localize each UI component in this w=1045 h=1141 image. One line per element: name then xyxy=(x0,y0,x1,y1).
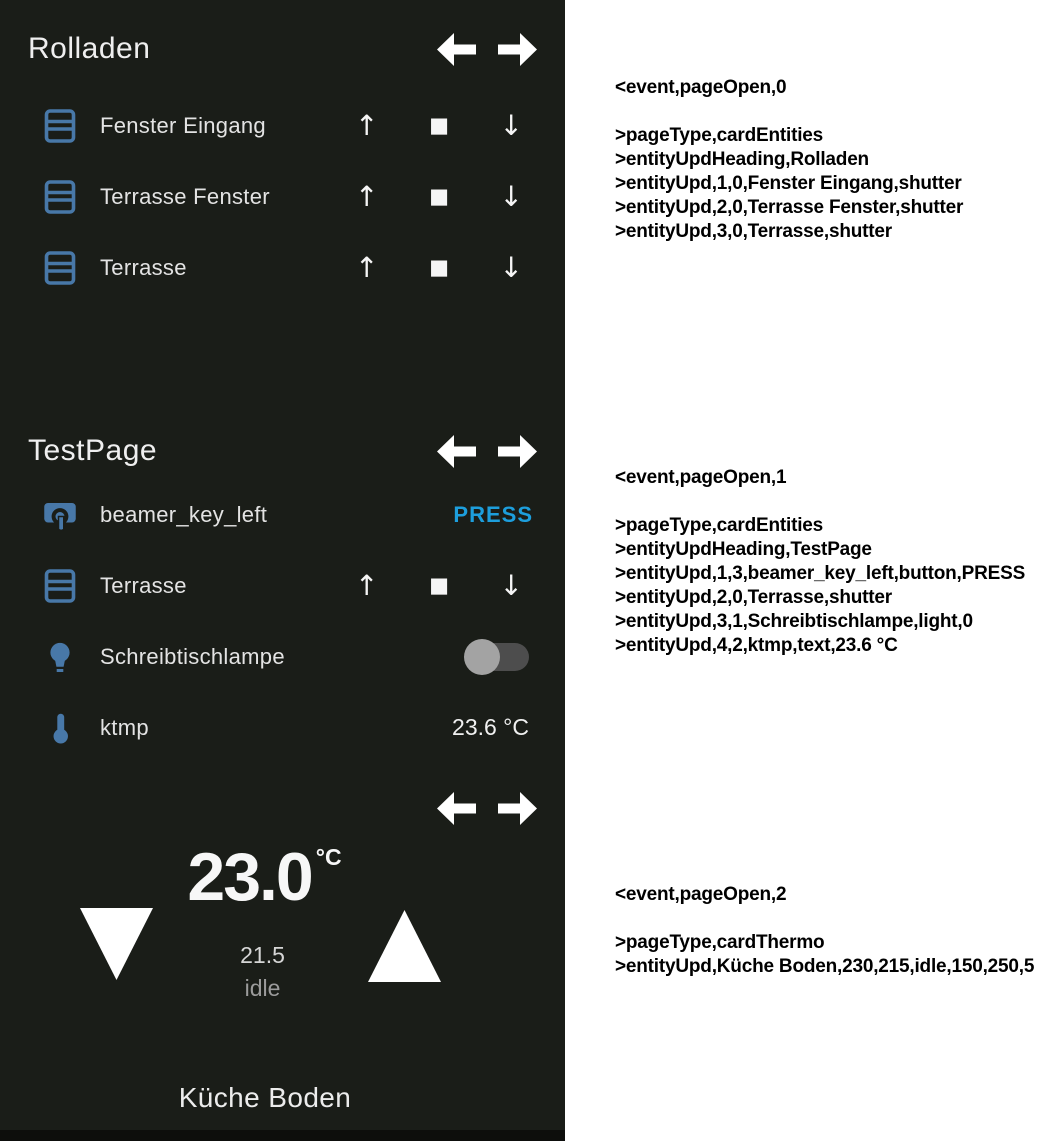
command-line: >entityUpdHeading,TestPage xyxy=(615,539,872,560)
entity-label: Schreibtischlampe xyxy=(100,643,285,669)
event-line: <event,pageOpen,2 xyxy=(615,884,787,905)
command-line: >entityUpd,2,0,Terrasse Fenster,shutter xyxy=(615,197,964,218)
shutter-down-button[interactable]: ↓ xyxy=(499,179,523,213)
shutter-down-button[interactable]: ↓ xyxy=(499,108,523,142)
entity-label: beamer_key_left xyxy=(100,501,268,527)
toggle-knob xyxy=(464,639,500,675)
command-line: >entityUpd,Küche Boden,230,215,idle,150,250,5 xyxy=(615,956,1035,977)
command-line: >entityUpd,4,2,ktmp,text,23.6 °C xyxy=(615,635,898,656)
page-nav xyxy=(437,33,537,66)
thermostat-title: Küche Boden xyxy=(178,1082,352,1113)
page-prev-arrow-icon[interactable] xyxy=(437,33,476,66)
protocol-block-page0 xyxy=(615,76,963,244)
protocol-block-page1 xyxy=(615,466,1025,658)
page-next-arrow-icon[interactable] xyxy=(498,435,537,468)
command-line: >entityUpdHeading,Rolladen xyxy=(615,149,869,170)
command-line: >entityUpd,1,3,beamer_key_left,button,PRESS xyxy=(615,563,1026,584)
lightbulb-icon xyxy=(42,639,78,675)
entity-label: Terrasse Fenster xyxy=(100,183,270,209)
card-testpage-header xyxy=(0,428,565,474)
entity-row-terrasse-fenster xyxy=(0,161,565,232)
page-next-arrow-icon[interactable] xyxy=(498,792,537,825)
temperature-unit: °C xyxy=(315,844,342,870)
shutter-stop-button[interactable]: ■ xyxy=(429,113,449,137)
entity-row-fenster-eingang xyxy=(0,90,565,161)
shutter-up-button[interactable]: ↑ xyxy=(355,179,379,213)
shutter-icon xyxy=(42,568,78,604)
entity-row-beamer-key-left xyxy=(0,479,565,550)
page-title: TestPage xyxy=(28,434,158,467)
shutter-down-button[interactable]: ↓ xyxy=(499,568,523,602)
protocol-block-page2 xyxy=(615,883,1034,979)
entity-label: Terrasse xyxy=(100,254,187,280)
light-toggle-switch[interactable] xyxy=(467,643,529,671)
current-temperature-value: 23.0 xyxy=(187,839,312,915)
shutter-icon xyxy=(42,108,78,144)
entity-row-terrasse xyxy=(0,550,565,621)
card-rolladen-header xyxy=(0,26,565,72)
entity-row-ktmp xyxy=(0,692,565,763)
target-temperature: 21.5 xyxy=(240,942,285,968)
event-line: <event,pageOpen,0 xyxy=(615,77,787,98)
command-line: >entityUpd,2,0,Terrasse,shutter xyxy=(615,587,892,608)
page-title: Rolladen xyxy=(28,32,151,65)
shutter-controls xyxy=(355,250,523,284)
sensor-value: 23.6 °C xyxy=(452,714,529,740)
shutter-up-button[interactable]: ↑ xyxy=(355,250,379,284)
card-testpage xyxy=(0,410,565,770)
press-button[interactable]: PRESS xyxy=(453,501,533,527)
page-prev-arrow-icon[interactable] xyxy=(437,435,476,468)
shutter-down-button[interactable]: ↓ xyxy=(499,250,523,284)
page-next-arrow-icon[interactable] xyxy=(498,33,537,66)
shutter-stop-button[interactable]: ■ xyxy=(429,573,449,597)
entity-rows xyxy=(0,479,565,763)
command-line: >pageType,cardEntities xyxy=(615,515,824,536)
entity-label: Terrasse xyxy=(100,572,187,598)
event-line: <event,pageOpen,1 xyxy=(615,467,787,488)
entity-row-terrasse xyxy=(0,232,565,303)
thermometer-icon xyxy=(42,710,78,746)
shutter-stop-button[interactable]: ■ xyxy=(429,184,449,208)
shutter-icon xyxy=(42,179,78,215)
shutter-controls xyxy=(355,108,523,142)
command-line: >entityUpd,1,0,Fenster Eingang,shutter xyxy=(615,173,962,194)
entity-row-schreibtischlampe xyxy=(0,621,565,692)
command-line: >pageType,cardThermo xyxy=(615,932,825,953)
card-thermo-header xyxy=(0,785,565,831)
command-line: >pageType,cardEntities xyxy=(615,125,824,146)
command-line: >entityUpd,3,1,Schreibtischlampe,light,0 xyxy=(615,611,973,632)
entity-rows xyxy=(0,90,565,303)
tap-button-icon xyxy=(42,497,78,533)
shutter-controls xyxy=(355,179,523,213)
page-nav xyxy=(437,792,537,825)
entity-label: ktmp xyxy=(100,714,149,740)
shutter-up-button[interactable]: ↑ xyxy=(355,108,379,142)
shutter-up-button[interactable]: ↑ xyxy=(355,568,379,602)
card-rolladen xyxy=(0,0,565,400)
hvac-state: idle xyxy=(244,975,281,1001)
panel-bottom-bar xyxy=(0,1130,565,1141)
shutter-icon xyxy=(42,250,78,286)
page-prev-arrow-icon[interactable] xyxy=(437,792,476,825)
card-thermo xyxy=(0,770,565,1130)
current-temperature xyxy=(140,838,385,916)
command-line: >entityUpd,3,0,Terrasse,shutter xyxy=(615,221,892,242)
shutter-stop-button[interactable]: ■ xyxy=(429,255,449,279)
page-nav xyxy=(437,435,537,468)
entity-label: Fenster Eingang xyxy=(100,112,266,138)
shutter-controls xyxy=(355,568,523,602)
